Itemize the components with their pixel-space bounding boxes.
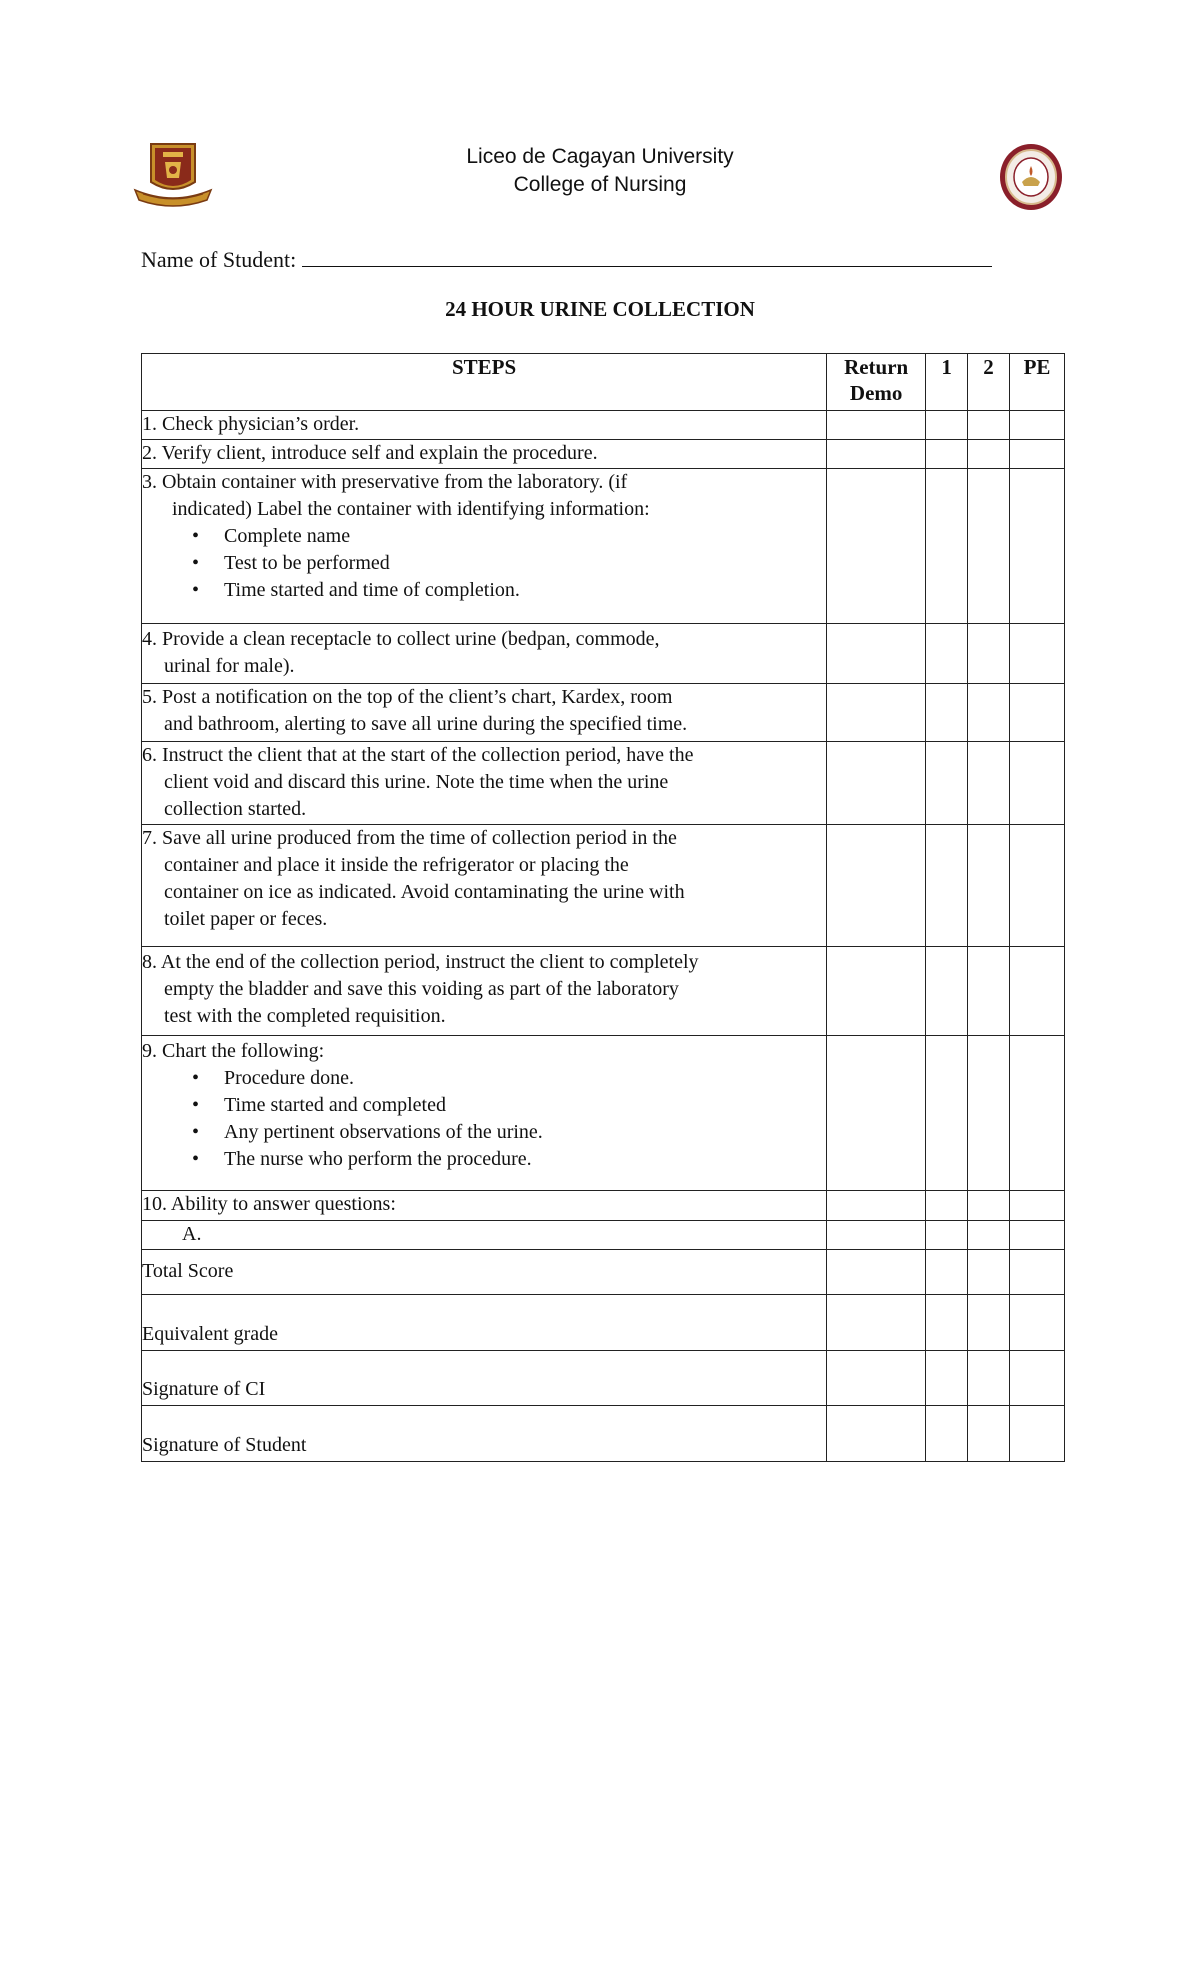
score-cell[interactable] [926,624,968,684]
step-2: 2. Verify client, introduce self and explain the procedure. [142,440,827,469]
score-cell[interactable] [968,624,1010,684]
table-row [142,742,1065,825]
score-cell[interactable] [926,1221,968,1250]
college-name: College of Nursing [513,173,687,196]
bullet-item: • Procedure done. [192,1065,826,1092]
score-cell[interactable] [968,411,1010,440]
score-cell[interactable] [926,1250,968,1295]
score-cell[interactable] [827,411,926,440]
score-cell[interactable] [1010,825,1065,947]
step-10: 10. Ability to answer questions: [142,1191,827,1221]
score-cell[interactable] [827,440,926,469]
score-cell[interactable] [827,1295,926,1351]
score-cell[interactable] [968,1036,1010,1191]
score-cell[interactable] [926,684,968,742]
table-header-row [142,354,1065,411]
total-score-row [142,1250,1065,1295]
table-row [142,825,1065,947]
score-cell[interactable] [1010,742,1065,825]
student-name-line [141,242,992,273]
table-row [142,684,1065,742]
bullet-item: • Complete name [192,523,826,550]
score-cell[interactable] [1010,1036,1065,1191]
step-10-a: A. [142,1221,827,1250]
total-score-label: Total Score [142,1250,827,1295]
step-1: 1. Check physician’s order. [142,411,827,440]
score-cell[interactable] [1010,684,1065,742]
score-cell[interactable] [827,1191,926,1221]
score-cell[interactable] [827,825,926,947]
steps-header: STEPS [142,354,827,411]
attempt-2-header: 2 [968,354,1010,411]
bullet-item: • Time started and completed [192,1092,826,1119]
score-cell[interactable] [968,1191,1010,1221]
score-cell[interactable] [926,1036,968,1191]
score-cell[interactable] [968,947,1010,1036]
equivalent-grade-label: Equivalent grade [142,1295,827,1351]
step-3: 3. Obtain container with preservative from the laboratory. (if indicated) Label the container with identifying information: • Complete name • Test to be performed • Time started and time of completion. [142,469,827,624]
score-cell[interactable] [926,1191,968,1221]
score-cell[interactable] [827,742,926,825]
score-cell[interactable] [968,1221,1010,1250]
bullet-item: • Time started and time of completion. [192,577,826,604]
score-cell[interactable] [1010,1295,1065,1351]
table-row [142,469,1065,624]
student-name-label: Name of Student: [141,247,297,272]
score-cell[interactable] [827,469,926,624]
score-cell[interactable] [827,624,926,684]
score-cell[interactable] [827,947,926,1036]
score-cell[interactable] [1010,440,1065,469]
table-row [142,411,1065,440]
document-header [0,143,1200,199]
bullet-item: • Test to be performed [192,550,826,577]
signature-student-label: Signature of Student [142,1406,827,1462]
score-cell[interactable] [968,742,1010,825]
score-cell[interactable] [1010,1250,1065,1295]
signature-ci-label: Signature of CI [142,1351,827,1406]
table-row [142,947,1065,1036]
score-cell[interactable] [968,684,1010,742]
table-row [142,1191,1065,1221]
step-4: 4. Provide a clean receptacle to collect urine (bedpan, commode, urinal for male). [142,624,827,684]
score-cell[interactable] [926,469,968,624]
score-cell[interactable] [926,1295,968,1351]
step-9: 9. Chart the following: • Procedure done. • Time started and completed • Any pertinent observations of the urine. • The nurse who perform the procedure. [142,1036,827,1191]
step-5: 5. Post a notification on the top of the client’s chart, Kardex, room and bathroom, alerting to save all urine during the specified time. [142,684,827,742]
equivalent-grade-row [142,1295,1065,1351]
step-6: 6. Instruct the client that at the start of the collection period, have the client void and discard this urine. Note the time when the urine collection started. [142,742,827,825]
table-row [142,1221,1065,1250]
bullet-item: • The nurse who perform the procedure. [192,1146,826,1173]
score-cell[interactable] [827,1036,926,1191]
score-cell[interactable] [968,469,1010,624]
score-cell[interactable] [1010,1221,1065,1250]
score-cell[interactable] [827,684,926,742]
signature-student-row [142,1406,1065,1462]
score-cell[interactable] [926,411,968,440]
score-cell[interactable] [968,1295,1010,1351]
step-8: 8. At the end of the collection period, instruct the client to completely empty the bladder and save this voiding as part of the laboratory test with the completed requisition. [142,947,827,1036]
attempt-1-header: 1 [926,354,968,411]
signature-cell[interactable] [1010,1406,1065,1462]
score-cell[interactable] [926,440,968,469]
score-cell[interactable] [827,1221,926,1250]
signature-cell[interactable] [1010,1351,1065,1406]
step-7: 7. Save all urine produced from the time of collection period in the container and place it inside the refrigerator or placing the container on ice as indicated. Avoid contaminating the urine with toilet paper or feces. [142,825,827,947]
table-row [142,624,1065,684]
score-cell[interactable] [926,825,968,947]
score-cell[interactable] [1010,1191,1065,1221]
score-cell[interactable] [926,947,968,1036]
score-cell[interactable] [1010,411,1065,440]
procedure-checklist-table [141,353,1065,1462]
score-cell[interactable] [968,825,1010,947]
signature-cell[interactable] [968,1351,1010,1406]
signature-ci-row [142,1351,1065,1406]
score-cell[interactable] [1010,947,1065,1036]
score-cell[interactable] [926,742,968,825]
score-cell[interactable] [1010,469,1065,624]
score-cell[interactable] [968,1250,1010,1295]
table-row [142,440,1065,469]
return-demo-header: Return Demo [827,354,926,411]
signature-cell[interactable] [926,1406,968,1462]
signature-cell[interactable] [827,1351,926,1406]
university-name: Liceo de Cagayan University [466,145,734,168]
table-row [142,1036,1065,1191]
score-cell[interactable] [968,440,1010,469]
signature-cell[interactable] [827,1406,926,1462]
score-cell[interactable] [827,1250,926,1295]
signature-cell[interactable] [926,1351,968,1406]
score-cell[interactable] [1010,624,1065,684]
signature-cell[interactable] [968,1406,1010,1462]
student-name-field[interactable] [302,242,992,267]
document-title: 24 HOUR URINE COLLECTION [445,297,755,321]
bullet-item: • Any pertinent observations of the urine. [192,1119,826,1146]
pe-header: PE [1010,354,1065,411]
